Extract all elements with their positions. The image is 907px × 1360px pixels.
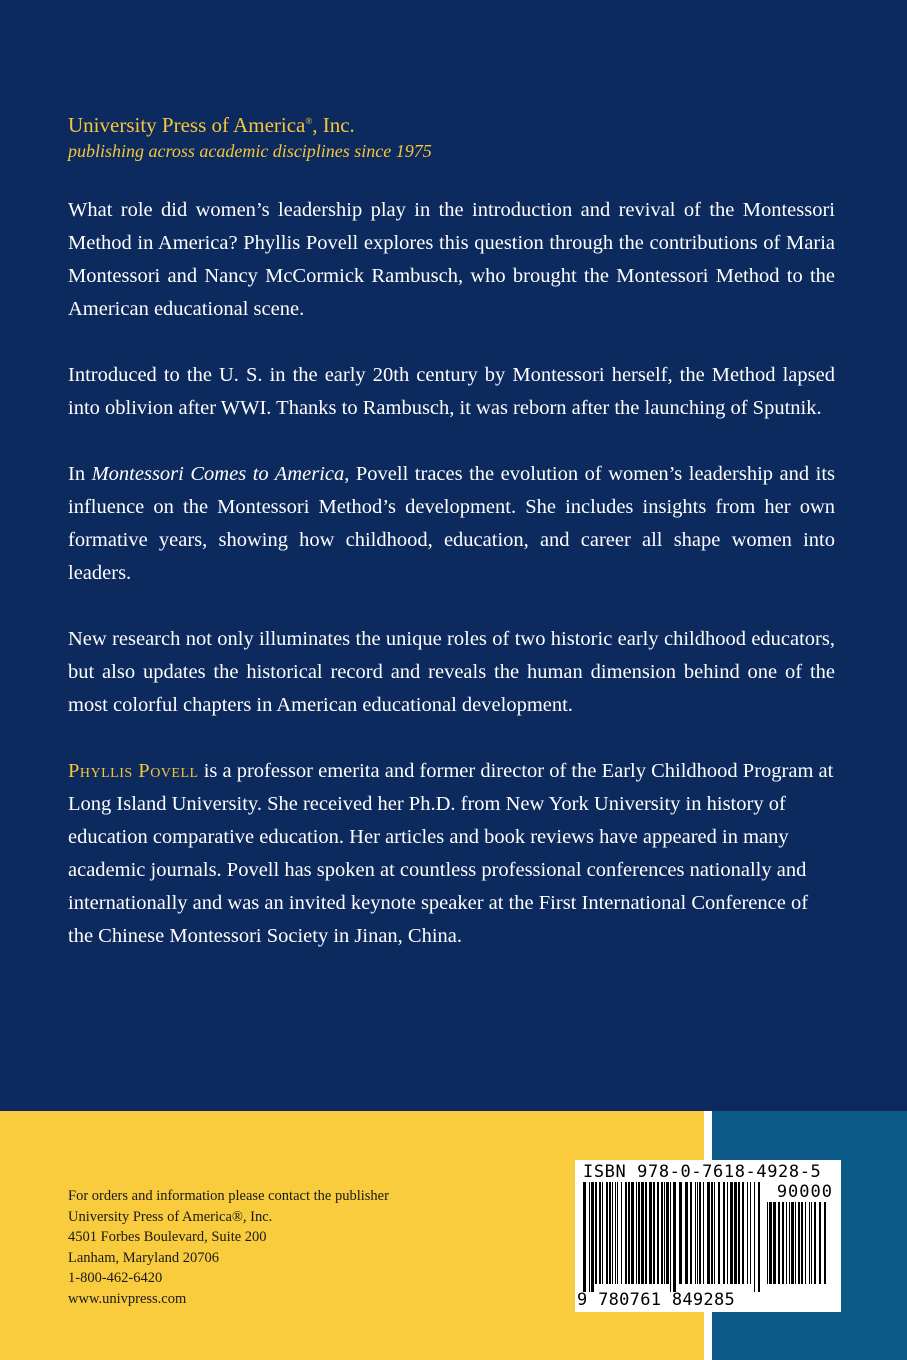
barcode-bar [754,1182,755,1292]
barcode-bar [699,1182,701,1284]
barcode-bar [795,1202,796,1284]
barcode-bar [738,1182,740,1284]
price-code: 90000 [776,1182,833,1202]
barcode-bar [769,1202,772,1284]
barcode-bar [758,1182,760,1292]
barcode-bar [819,1202,821,1284]
barcode-bar [661,1182,663,1284]
contact-website: www.univpress.com [68,1290,187,1307]
paragraph-3-rest: , Povell traces the evolution of women’s leadership and its influence on the Montessori Method’s development. She includes insights from her own formative years, showing how childhood, education, and career all shape women into leaders. [68,463,836,584]
ean-digits: 9 780761 849285 [577,1290,736,1310]
contact-address-line-1: 4501 Forbes Boulevard, Suite 200 [68,1229,267,1245]
isbn-barcode [575,1160,841,1312]
publisher-name-text: University Press of America [68,113,306,137]
barcode-bar [697,1182,698,1284]
barcode-bar [625,1182,627,1284]
barcode-bar [589,1182,590,1292]
barcode-bar [609,1182,611,1284]
isbn-label: ISBN 978-0-7618-4928-5 [583,1162,822,1182]
barcode-bar [811,1202,812,1284]
barcode-bar [750,1182,751,1284]
barcode-bar [615,1182,616,1284]
paragraph-3-lead: In [68,463,92,485]
publisher-name [68,107,432,139]
barcode-bar [723,1182,725,1284]
description-paragraph-1: What role did women’s leadership play in the introduction and revival of the Montessori Method in America? Phyllis Povell explores this question through the contributions of Maria Montessori and Nancy McCormick Rambusch, who brought the Montessori Method to the American educational scene. [68,199,835,320]
barcode-bar [695,1182,696,1284]
description-paragraph-2: Introduced to the U. S. in the early 20th century by Montessori herself, the Method lapsed into oblivion after WWI. Thanks to Rambusch, it was reborn after the launching of Sputnik. [68,364,835,419]
barcode-bar [782,1202,784,1284]
barcode-bar [612,1182,613,1284]
contact-publisher-name: University Press of America®, Inc. [68,1208,273,1225]
publisher-block [68,107,432,163]
barcode-bar [824,1202,826,1284]
barcode-bar [653,1182,655,1284]
barcode-bar [747,1182,748,1284]
addon-bars [767,1202,833,1292]
barcode-bar [778,1202,780,1284]
barcode-bar [670,1182,671,1292]
barcode-bar [714,1182,715,1284]
barcode-bar [595,1182,597,1284]
barcode-bar [641,1182,644,1284]
barcode-bar [617,1182,618,1284]
barcode-bar [621,1182,622,1284]
barcode-bar [664,1182,665,1284]
publisher-contact [68,1186,389,1309]
barcode-bar [789,1202,790,1284]
author-bio-text: is a professor emerita and former director of the Early Childhood Program at Long Island University. She received her Ph.D. from New York University in history of education comparative education. Her articles and book reviews have appeared in many academic journals. Povell has spoken at countless professional conferences nationally and internationally and was an invited keynote speaker at the First International Conference of the Chinese Montessori Society in Jinan, China. [68,760,834,947]
barcode-bar [631,1182,634,1284]
author-name: Phyllis Povell [68,760,199,782]
barcode-bar [606,1182,608,1284]
barcode-bar [645,1182,647,1284]
description-paragraph-4: New research not only illuminates the unique roles of two historic early childhood educators, but also updates the historical record and reveals the human dimension behind one of the most colorful chapters in American educational development. [68,628,835,716]
barcode-bar [638,1182,640,1284]
barcode-bar [703,1182,704,1284]
barcode-bar [798,1202,800,1284]
barcode-bar [666,1182,669,1284]
barcode-bar [599,1182,601,1284]
barcode-bar [805,1202,806,1284]
book-description [68,194,835,986]
barcode-bar [685,1182,688,1284]
barcode-bar [673,1182,676,1292]
publisher-suffix: , Inc. [312,113,355,137]
barcode-bar [690,1182,692,1284]
barcode-bar [767,1202,768,1284]
barcode-bar [742,1182,744,1284]
contact-phone: 1-800-462-6420 [68,1270,163,1286]
barcode-bar [718,1182,720,1284]
barcode-bar [649,1182,652,1284]
barcode-bar [791,1202,794,1284]
publisher-tagline: publishing across academic disciplines since 1975 [68,141,432,161]
barcode-bar [711,1182,713,1284]
barcode-bar [814,1202,816,1284]
registered-mark: ® [305,116,313,126]
barcode-bar [773,1202,776,1284]
author-bio [68,755,835,953]
barcode-bar [591,1182,594,1292]
barcode-bar [707,1182,710,1284]
barcode-bar [657,1182,659,1284]
description-paragraph-3 [68,458,835,590]
barcode-bar [583,1182,586,1292]
barcode-bar [727,1182,728,1284]
barcode-bar [628,1182,630,1284]
barcode-bar [730,1182,733,1284]
barcode-bar [801,1202,803,1284]
barcode-bar [809,1202,810,1284]
contact-address-line-2: Lanham, Maryland 20706 [68,1249,220,1266]
barcode-bar [679,1182,682,1284]
barcode-bar [636,1182,637,1284]
barcode-bar [786,1202,787,1284]
ean-bars [583,1182,763,1292]
barcode-bar [602,1182,603,1284]
contact-intro: For orders and information please contact the publisher [68,1188,389,1204]
barcode-bar [734,1182,737,1284]
book-title-italic: Montessori Comes to America [91,463,345,485]
